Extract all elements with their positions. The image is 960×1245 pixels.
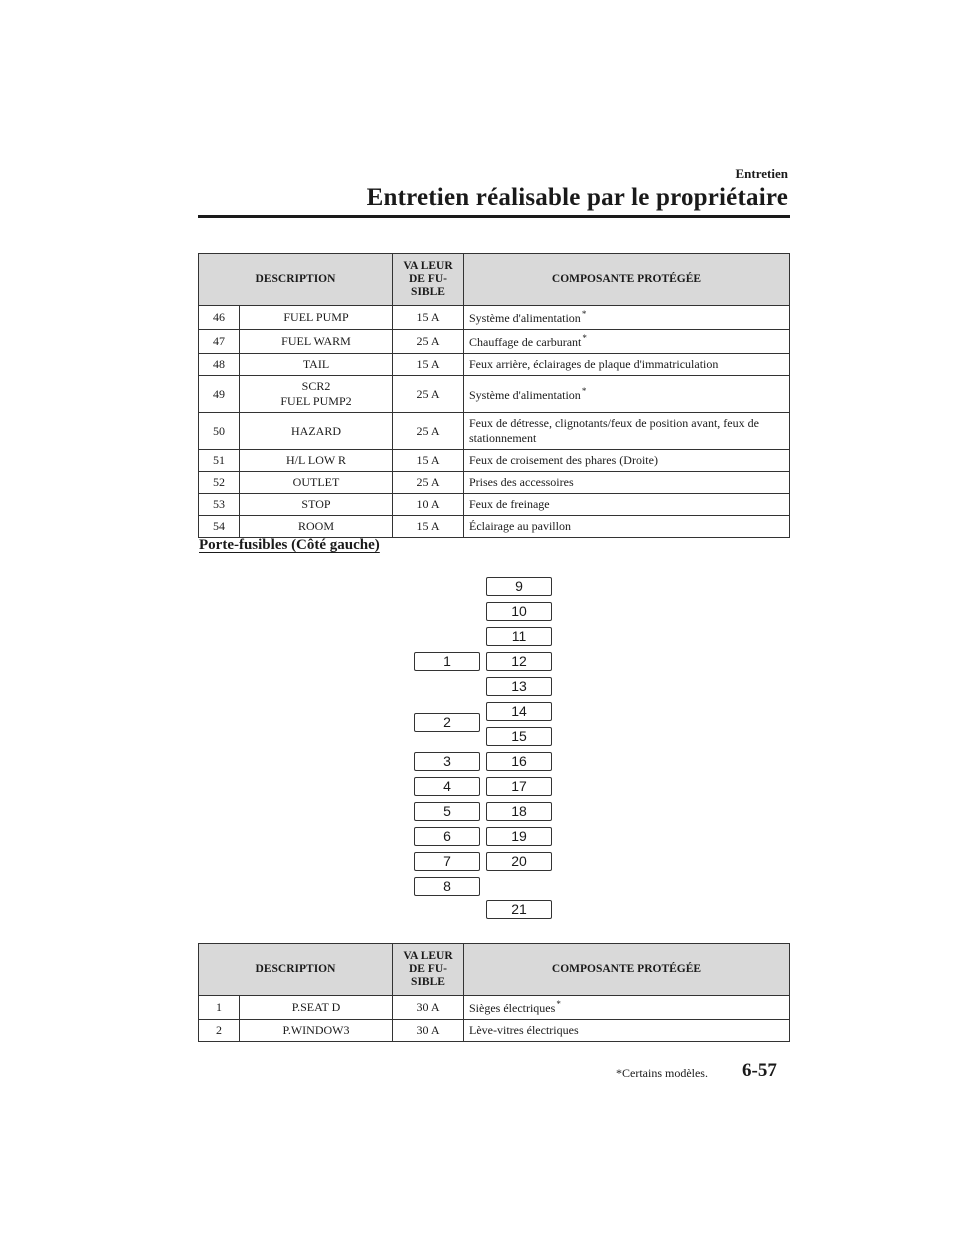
fuse-description: TAIL: [240, 354, 393, 376]
fuse-slot: 15: [486, 727, 552, 746]
fuse-value: 15 A: [393, 306, 464, 330]
protected-component: Chauffage de carburant*: [464, 330, 790, 354]
table-row: [199, 1020, 790, 1042]
fuse-value: 30 A: [393, 1020, 464, 1042]
protected-component: Feux arrière, éclairages de plaque d'immatriculation: [464, 354, 790, 376]
header-value: VA LEUR DE FU- SIBLE: [393, 254, 464, 306]
fuse-slot: 17: [486, 777, 552, 796]
table-row: [199, 996, 790, 1020]
fuse-slot: 16: [486, 752, 552, 771]
fuse-slot: 7: [414, 852, 480, 871]
table-row: [199, 516, 790, 538]
header-component: COMPOSANTE PROTÉGÉE: [464, 944, 790, 996]
protected-component: Système d'alimentation*: [464, 376, 790, 413]
fuse-slot: 18: [486, 802, 552, 821]
fuse-value: 25 A: [393, 330, 464, 354]
page-title: Entretien réalisable par le propriétaire: [366, 184, 788, 211]
protected-component: Feux de freinage: [464, 494, 790, 516]
fuse-number: 1: [199, 996, 240, 1020]
fuse-number: 48: [199, 354, 240, 376]
header-description: DESCRIPTION: [199, 944, 393, 996]
table-header-row: [199, 254, 790, 306]
fuse-slot: 10: [486, 602, 552, 621]
header-description: DESCRIPTION: [199, 254, 393, 306]
fuse-number: 54: [199, 516, 240, 538]
table-row: [199, 330, 790, 354]
protected-component: Éclairage au pavillon: [464, 516, 790, 538]
table-header-row: [199, 944, 790, 996]
fuse-slot: 13: [486, 677, 552, 696]
fuse-number: 47: [199, 330, 240, 354]
page-number: 6-57: [742, 1060, 777, 1081]
fuse-slot: 21: [486, 900, 552, 919]
protected-component: Sièges électriques*: [464, 996, 790, 1020]
header-component: COMPOSANTE PROTÉGÉE: [464, 254, 790, 306]
fuse-description: HAZARD: [240, 413, 393, 450]
title-rule: [198, 215, 790, 218]
fuse-table-left: [198, 943, 790, 1042]
protected-component: Feux de détresse, clignotants/feux de position avant, feux de stationnement: [464, 413, 790, 450]
fuse-table-right: [198, 253, 790, 538]
fuse-description: FUEL PUMP: [240, 306, 393, 330]
fuse-description: FUEL WARM: [240, 330, 393, 354]
fuse-value: 15 A: [393, 450, 464, 472]
table-row: [199, 450, 790, 472]
fuse-slot: 11: [486, 627, 552, 646]
fuse-slot: 8: [414, 877, 480, 896]
table-row: [199, 472, 790, 494]
fuse-value: 15 A: [393, 516, 464, 538]
fuse-description: OUTLET: [240, 472, 393, 494]
footnote-marker: *: [556, 999, 561, 1009]
protected-component: Prises des accessoires: [464, 472, 790, 494]
table-row: [199, 306, 790, 330]
fuse-slot: 3: [414, 752, 480, 771]
protected-component: Système d'alimentation*: [464, 306, 790, 330]
fuse-slot: 1: [414, 652, 480, 671]
fuse-slot: 20: [486, 852, 552, 871]
fuse-description: SCR2 FUEL PUMP2: [240, 376, 393, 413]
section-label: Entretien: [735, 166, 788, 181]
footnote-marker: *: [581, 309, 587, 319]
footnote: *Certains modèles.: [616, 1066, 708, 1080]
table-row: [199, 354, 790, 376]
fuse-description: P.SEAT D: [240, 996, 393, 1020]
fuse-holder-subheading: Porte-fusibles (Côté gauche): [199, 537, 380, 553]
fuse-description: STOP: [240, 494, 393, 516]
fuse-slot: 4: [414, 777, 480, 796]
fuse-slot: 14: [486, 702, 552, 721]
fuse-value: 25 A: [393, 413, 464, 450]
fuse-value: 15 A: [393, 354, 464, 376]
fuse-description: P.WINDOW3: [240, 1020, 393, 1042]
fuse-description: H/L LOW R: [240, 450, 393, 472]
fuse-value: 10 A: [393, 494, 464, 516]
fuse-description: ROOM: [240, 516, 393, 538]
fuse-slot: 2: [414, 713, 480, 732]
fuse-number: 49: [199, 376, 240, 413]
fuse-value: 25 A: [393, 376, 464, 413]
fuse-number: 46: [199, 306, 240, 330]
table-row: [199, 413, 790, 450]
fuse-slot: 19: [486, 827, 552, 846]
footnote-marker: *: [582, 333, 587, 343]
fuse-slot: 12: [486, 652, 552, 671]
protected-component: Lève-vitres électriques: [464, 1020, 790, 1042]
header-value: VA LEUR DE FU- SIBLE: [393, 944, 464, 996]
fuse-number: 50: [199, 413, 240, 450]
fuse-number: 52: [199, 472, 240, 494]
fuse-slot: 9: [486, 577, 552, 596]
fuse-number: 2: [199, 1020, 240, 1042]
table-row: [199, 494, 790, 516]
fuse-value: 25 A: [393, 472, 464, 494]
fuse-slot: 6: [414, 827, 480, 846]
fuse-number: 53: [199, 494, 240, 516]
fuse-number: 51: [199, 450, 240, 472]
table-row: [199, 376, 790, 413]
footnote-marker: *: [581, 385, 587, 396]
fuse-slot: 5: [414, 802, 480, 821]
fuse-value: 30 A: [393, 996, 464, 1020]
protected-component: Feux de croisement des phares (Droite): [464, 450, 790, 472]
